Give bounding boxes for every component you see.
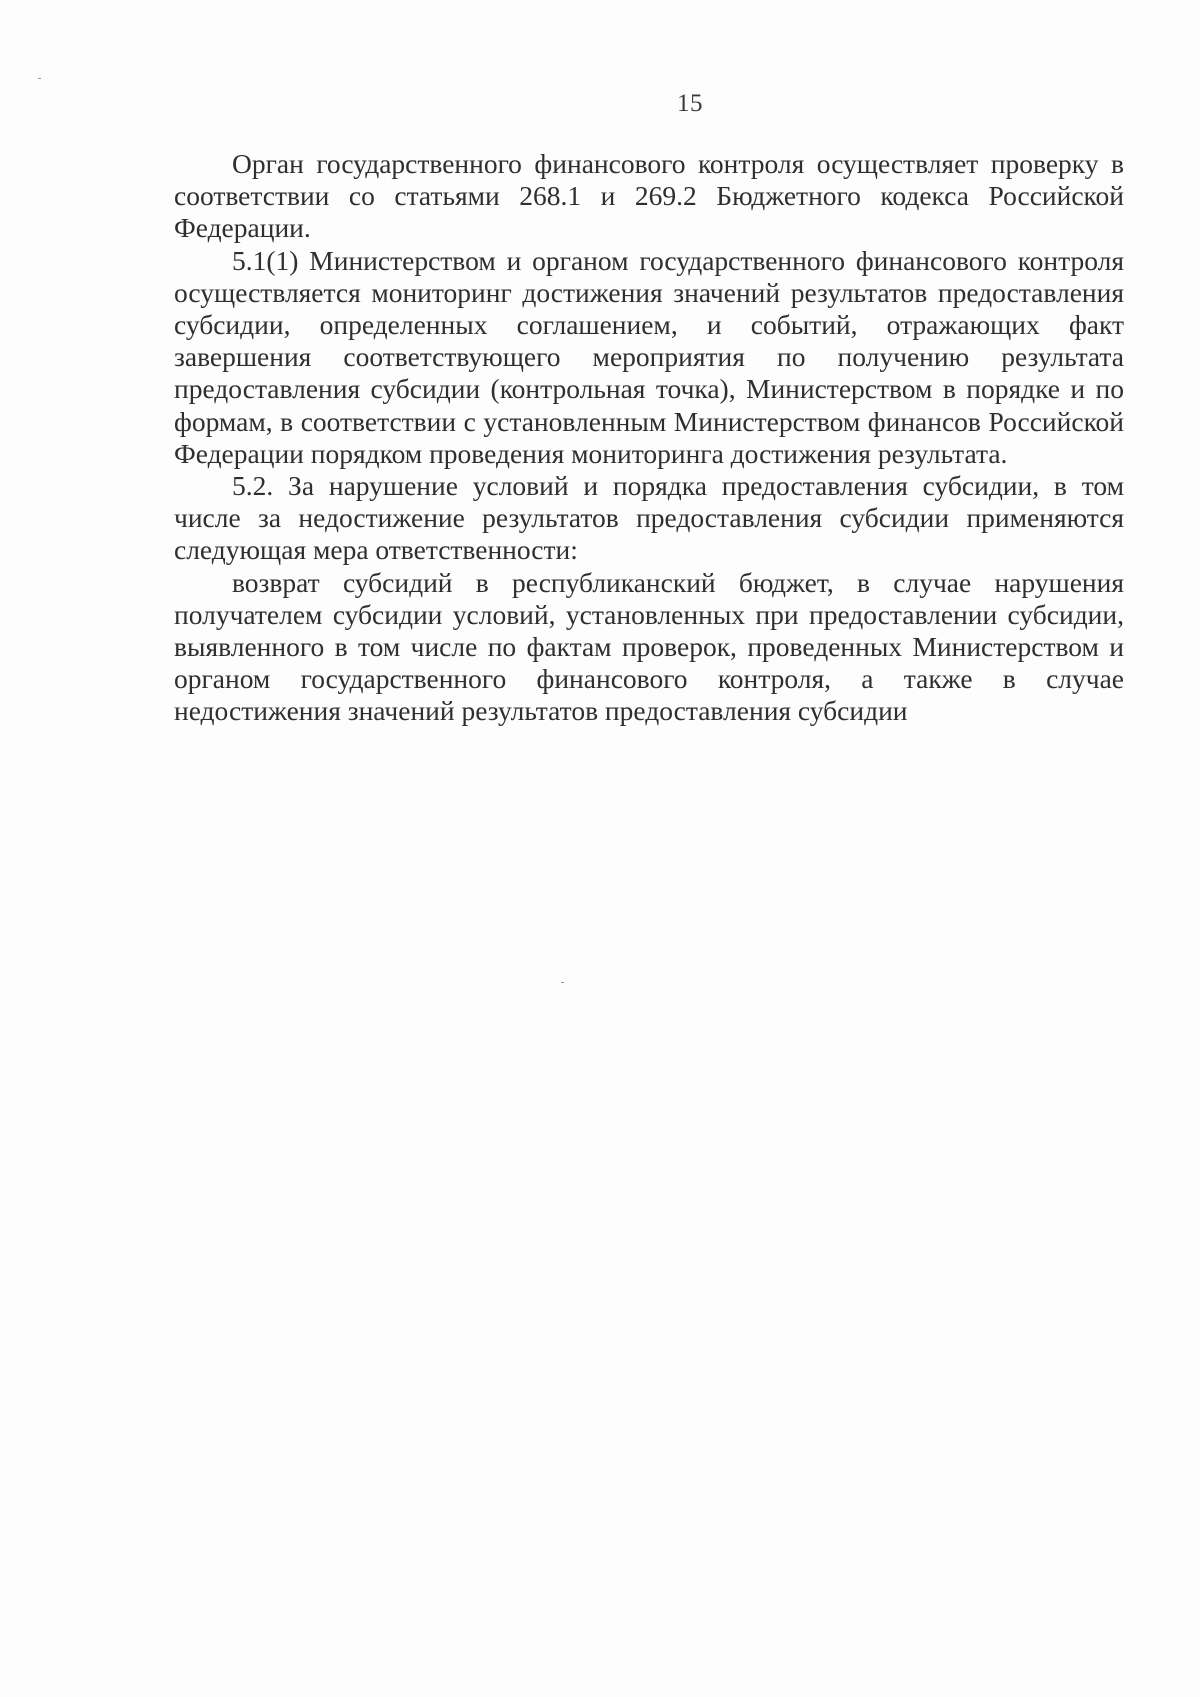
paragraph-5-2-liability: 5.2. За нарушение условий и порядка предоставления субсидии, в том числе за недостижение результатов предоставления субсидии применяются следующая мера ответственности: bbox=[174, 470, 1124, 566]
paragraph-audit-authority: Орган государственного финансового контроля осуществляет проверку в соответствии со статьями 268.1 и 269.2 Бюджетного кодекса Российской Федерации. bbox=[174, 148, 1124, 244]
page-number: 15 bbox=[677, 90, 703, 117]
document-body bbox=[174, 148, 1124, 728]
paragraph-5-1-1-monitoring: 5.1(1) Министерством и органом государственного финансового контроля осуществляется мониторинг достижения значений результатов предоставления субсидии, определенных соглашением, и событий, отражающих факт завершения соответствующего мероприятия по получению результата предоставления субсидии (контрольная точка), Министерством в порядке и по формам, в соответствии с установленным Министерством финансов Российской Федерации порядком проведения мониторинга достижения результата. bbox=[174, 244, 1124, 469]
scan-speck bbox=[38, 78, 41, 79]
scan-speck bbox=[561, 982, 564, 983]
paragraph-subsidy-return: возврат субсидий в республиканский бюджет, в случае нарушения получателем субсидии условий, установленных при предоставлении субсидии, выявленного в том числе по фактам проверок, проведенных Министерством и органом государственного финансового контроля, а также в случае недостижения значений результатов предоставления субсидии bbox=[174, 566, 1124, 727]
